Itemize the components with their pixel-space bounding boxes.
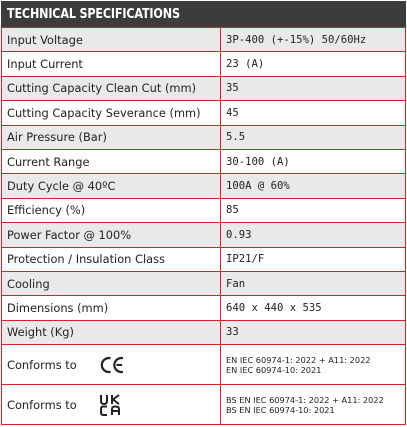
spec-row xyxy=(2,28,406,52)
spec-value: 30-100 (A) xyxy=(221,149,406,173)
standard-line: EN IEC 60974-1: 2022 + A11: 2022 xyxy=(226,354,371,365)
spec-table xyxy=(1,27,406,425)
spec-label: Cutting Capacity Clean Cut (mm) xyxy=(2,76,221,100)
spec-row xyxy=(2,320,406,344)
spec-label: Dimensions (mm) xyxy=(2,296,221,320)
spec-label: Current Range xyxy=(2,149,221,173)
spec-label: Cooling xyxy=(2,271,221,295)
spec-label: Cutting Capacity Severance (mm) xyxy=(2,101,221,125)
conformity-row-ce xyxy=(2,345,406,385)
spec-value: Fan xyxy=(221,271,406,295)
spec-value: 3P-400 (+-15%) 50/60Hz xyxy=(221,28,406,52)
spec-label: Input Current xyxy=(2,52,221,76)
spec-row xyxy=(2,198,406,222)
spec-row xyxy=(2,174,406,198)
spec-value: IP21/F xyxy=(221,247,406,271)
ce-mark-svg xyxy=(99,356,125,374)
spec-label: Efficiency (%) xyxy=(2,198,221,222)
conformity-row-ukca xyxy=(2,385,406,425)
spec-value: 100A @ 60% xyxy=(221,174,406,198)
spec-label: Air Pressure (Bar) xyxy=(2,125,221,149)
spec-value: 640 x 440 x 535 xyxy=(221,296,406,320)
spec-header xyxy=(1,1,406,27)
spec-label: Duty Cycle @ 40ºC xyxy=(2,174,221,198)
spec-value: 5.5 xyxy=(221,125,406,149)
spec-value: 33 xyxy=(221,320,406,344)
ce-mark-icon xyxy=(99,356,125,374)
standard-line: EN IEC 60974-10: 2021 xyxy=(226,364,322,375)
conformity-label: Conforms to xyxy=(7,397,77,412)
conformity-label-cell xyxy=(2,385,221,425)
spec-label: Protection / Insulation Class xyxy=(2,247,221,271)
spec-row xyxy=(2,247,406,271)
spec-sheet xyxy=(1,1,406,425)
spec-value: 23 (A) xyxy=(221,52,406,76)
standard-line: BS EN IEC 60974-10: 2021 xyxy=(226,404,335,415)
spec-row xyxy=(2,149,406,173)
spec-value: 0.93 xyxy=(221,223,406,247)
ukca-mark-icon xyxy=(99,394,121,416)
conformity-standards xyxy=(221,385,406,425)
spec-value: 45 xyxy=(221,101,406,125)
spec-row xyxy=(2,52,406,76)
spec-row xyxy=(2,125,406,149)
spec-value: 35 xyxy=(221,76,406,100)
spec-title: TECHNICAL SPECIFICATIONS xyxy=(7,6,180,22)
spec-label: Weight (Kg) xyxy=(2,320,221,344)
spec-row xyxy=(2,101,406,125)
spec-row xyxy=(2,271,406,295)
spec-row xyxy=(2,223,406,247)
spec-row xyxy=(2,296,406,320)
spec-label: Power Factor @ 100% xyxy=(2,223,221,247)
conformity-label: Conforms to xyxy=(7,357,77,372)
spec-row xyxy=(2,76,406,100)
conformity-label-cell xyxy=(2,345,221,385)
ukca-mark-svg xyxy=(99,394,121,416)
conformity-standards xyxy=(221,345,406,385)
spec-value: 85 xyxy=(221,198,406,222)
standard-line: BS EN IEC 60974-1: 2022 + A11: 2022 xyxy=(226,394,384,405)
spec-label: Input Voltage xyxy=(2,28,221,52)
